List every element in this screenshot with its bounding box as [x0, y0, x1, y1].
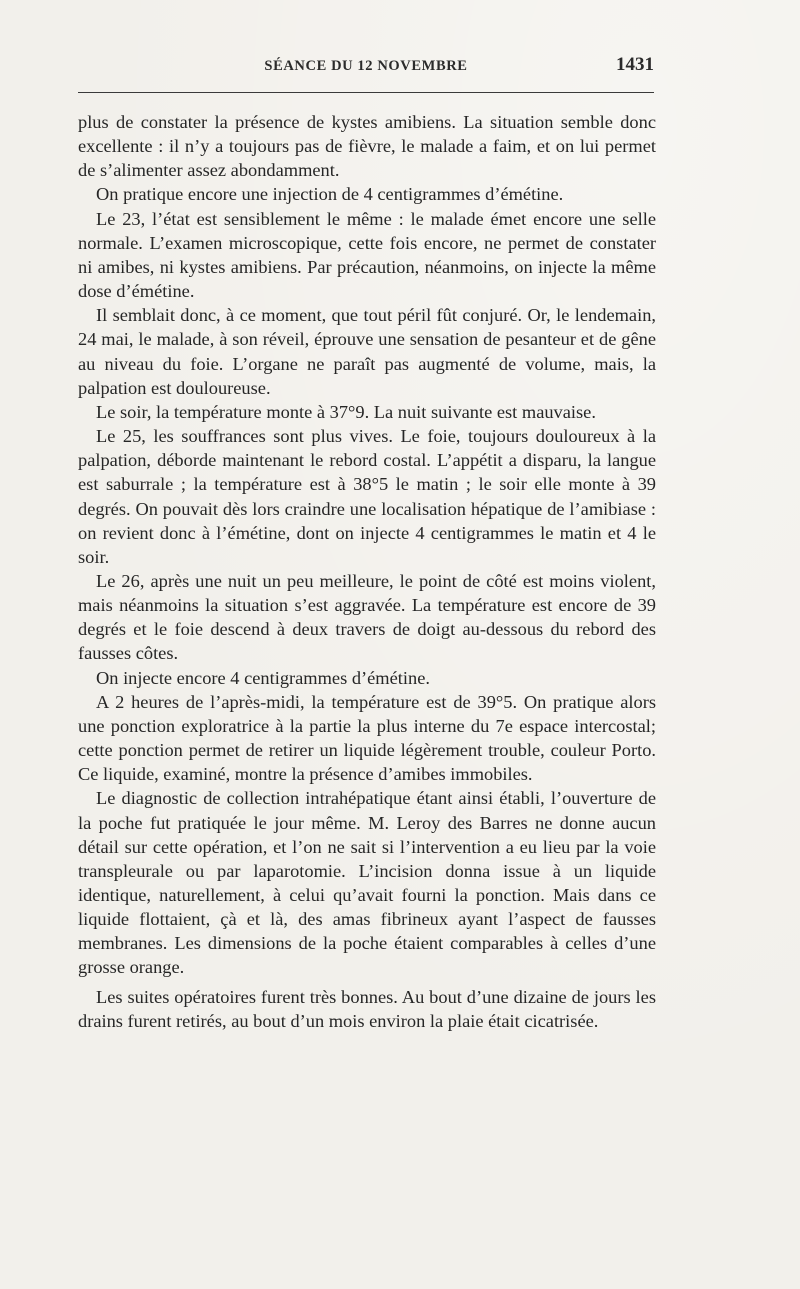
- paragraph: Le soir, la température monte à 37°9. La nuit suivante est mauvaise.: [96, 401, 596, 422]
- paragraph: Le 23, l’état est sensiblement le même : le malade émet encore une selle normale. L’examen microscopique, cette fois encore, ne permet de constater ni amibes, ni kystes amibiens. Par précaution, néanmoins, on injecte la même dose d’émétine.: [78, 208, 656, 302]
- paragraph: On injecte encore 4 centigrammes d’émétine.: [96, 667, 430, 688]
- paragraph: Le 25, les souffrances sont plus vives. Le foie, toujours douloureux à la palpation, déborde maintenant le rebord costal. L’appétit a disparu, la langue est saburrale ; la température est à 38°5 le matin ; le soir elle monte à 39 degrés. On pouvait dès lors craindre une localisation hépatique de l’amibiase : on revient donc à l’émétine, dont on injecte 4 centigrammes le matin et 4 le soir.: [78, 426, 656, 567]
- running-title: SÉANCE DU 12 NOVEMBRE: [264, 58, 468, 74]
- running-head: [78, 54, 654, 80]
- paragraph: Le diagnostic de collection intrahépatique étant ainsi établi, l’ouverture de la poche fut pratiquée le jour même. M. Leroy des Barres ne donne aucun détail sur cette opération, et l’on ne sait si l’intervention a eu lieu par la voie transpleurale ou par laparotomie. L’incision donna issue à un liquide identique, naturellement, à celui qu’avait fourni la ponction. Mais dans ce liquide flottaient, çà et là, des amas fibrineux ayant l’aspect de fausses membranes. Les dimensions de la poche étaient comparables à celles d’une grosse orange.: [78, 788, 656, 978]
- paragraph: plus de constater la présence de kystes amibiens. La situation semble donc excellente : il n’y a toujours pas de fièvre, le malade a faim, et on lui permet de s’alimenter assez abondamment.: [78, 112, 656, 181]
- page-number: 1431: [616, 54, 654, 75]
- paragraph: A 2 heures de l’après-midi, la température est de 39°5. On pratique alors une ponction exploratrice à la partie la plus interne du 7e espace intercostal; cette ponction permet de retirer un liquide légèrement trouble, couleur Porto. Ce liquide, examiné, montre la présence d’amibes immobiles.: [78, 691, 656, 785]
- body-text: [78, 110, 656, 1033]
- header-rule: [78, 92, 654, 93]
- paragraph: Les suites opératoires furent très bonnes. Au bout d’une dizaine de jours les drains furent retirés, au bout d’un mois environ la plaie était cicatrisée.: [78, 986, 656, 1031]
- paragraph: Il semblait donc, à ce moment, que tout péril fût conjuré. Or, le lendemain, 24 mai, le malade, à son réveil, éprouve une sensation de pesanteur et de gêne au niveau du foie. L’organe ne paraît pas augmenté de volume, mais, la palpation est douloureuse.: [78, 305, 656, 398]
- paragraph: On pratique encore une injection de 4 centigrammes d’émétine.: [96, 184, 564, 205]
- paragraph: Le 26, après une nuit un peu meilleure, le point de côté est moins violent, mais néanmoins la situation s’est aggravée. La température est encore de 39 degrés et le foie descend à deux travers de doigt au-dessous du rebord des fausses côtes.: [78, 570, 656, 664]
